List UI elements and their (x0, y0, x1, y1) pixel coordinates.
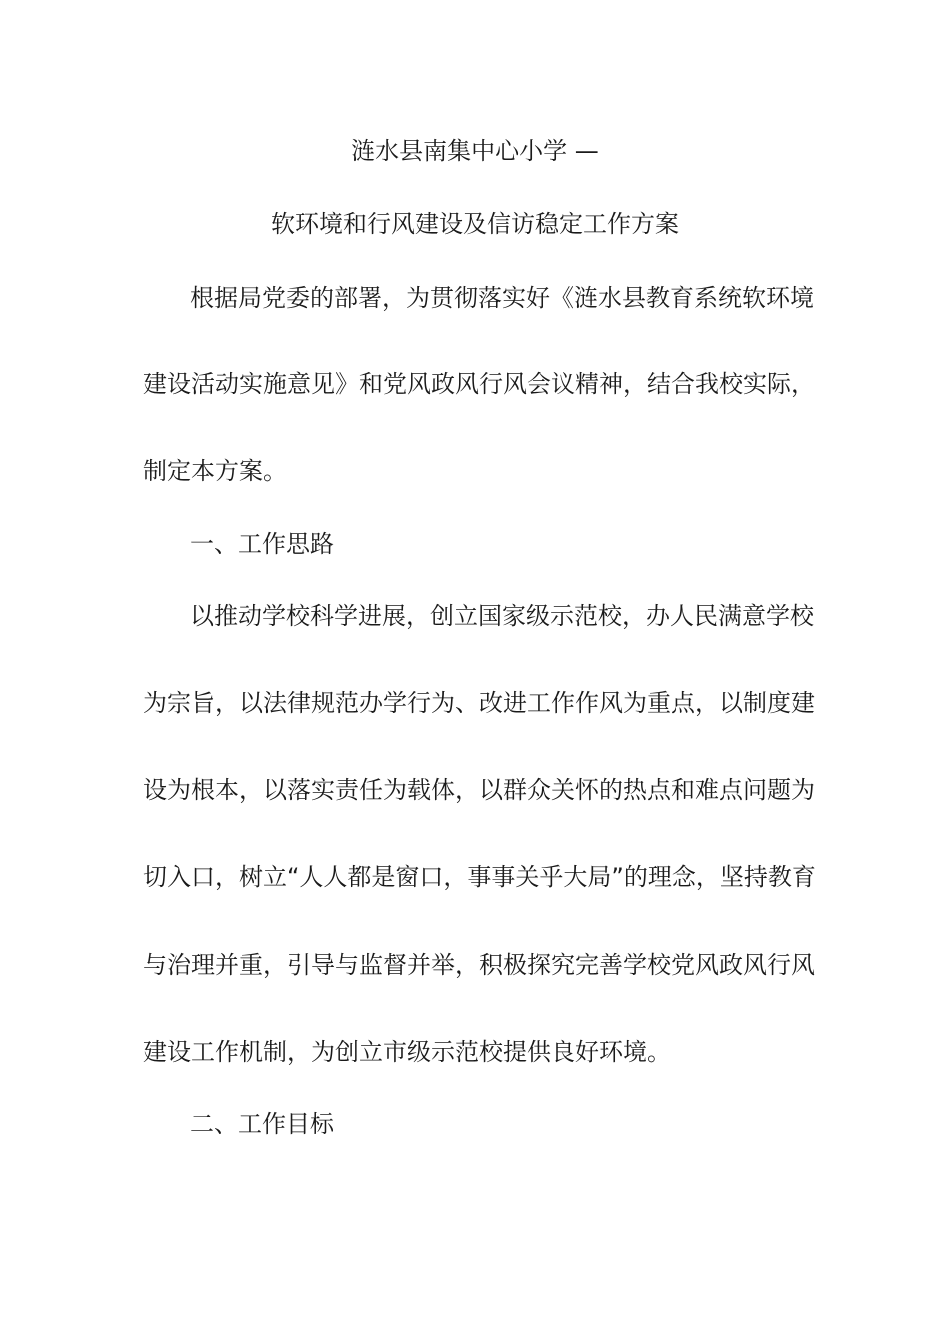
section-1-paragraph-line-6: 建设工作机制，为创立市级示范校提供良好环境。 (143, 1038, 671, 1066)
intro-paragraph-line-1: 根据局党委的部署，为贯彻落实好《涟水县教育系统软环境 (190, 284, 814, 312)
intro-paragraph-line-2: 建设活动实施意见》和党风政风行风会议精神，结合我校实际， (143, 370, 815, 398)
section-2-heading: 二、工作目标 (190, 1110, 334, 1138)
section-1-paragraph-line-5: 与治理并重，引导与监督并举，积极探究完善学校党风政风行风 (143, 951, 815, 979)
section-1-heading: 一、工作思路 (190, 530, 334, 558)
section-1-paragraph-line-1: 以推动学校科学进展，创立国家级示范校，办人民满意学校 (190, 602, 814, 630)
section-1-paragraph-line-3: 设为根本，以落实责任为载体，以群众关怀的热点和难点问题为 (143, 776, 815, 804)
intro-paragraph-line-3: 制定本方案。 (143, 457, 287, 485)
section-1-paragraph-line-4: 切入口，树立“人人都是窗口，事事关乎大局”的理念，坚持教育 (143, 863, 816, 891)
section-1-paragraph-line-2: 为宗旨，以法律规范办学行为、改进工作作风为重点，以制度建 (143, 689, 815, 717)
document-title-line-2: 软环境和行风建设及信访稳定工作方案 (271, 210, 679, 238)
document-title-line-1: 涟水县南集中心小学 — (351, 137, 599, 165)
